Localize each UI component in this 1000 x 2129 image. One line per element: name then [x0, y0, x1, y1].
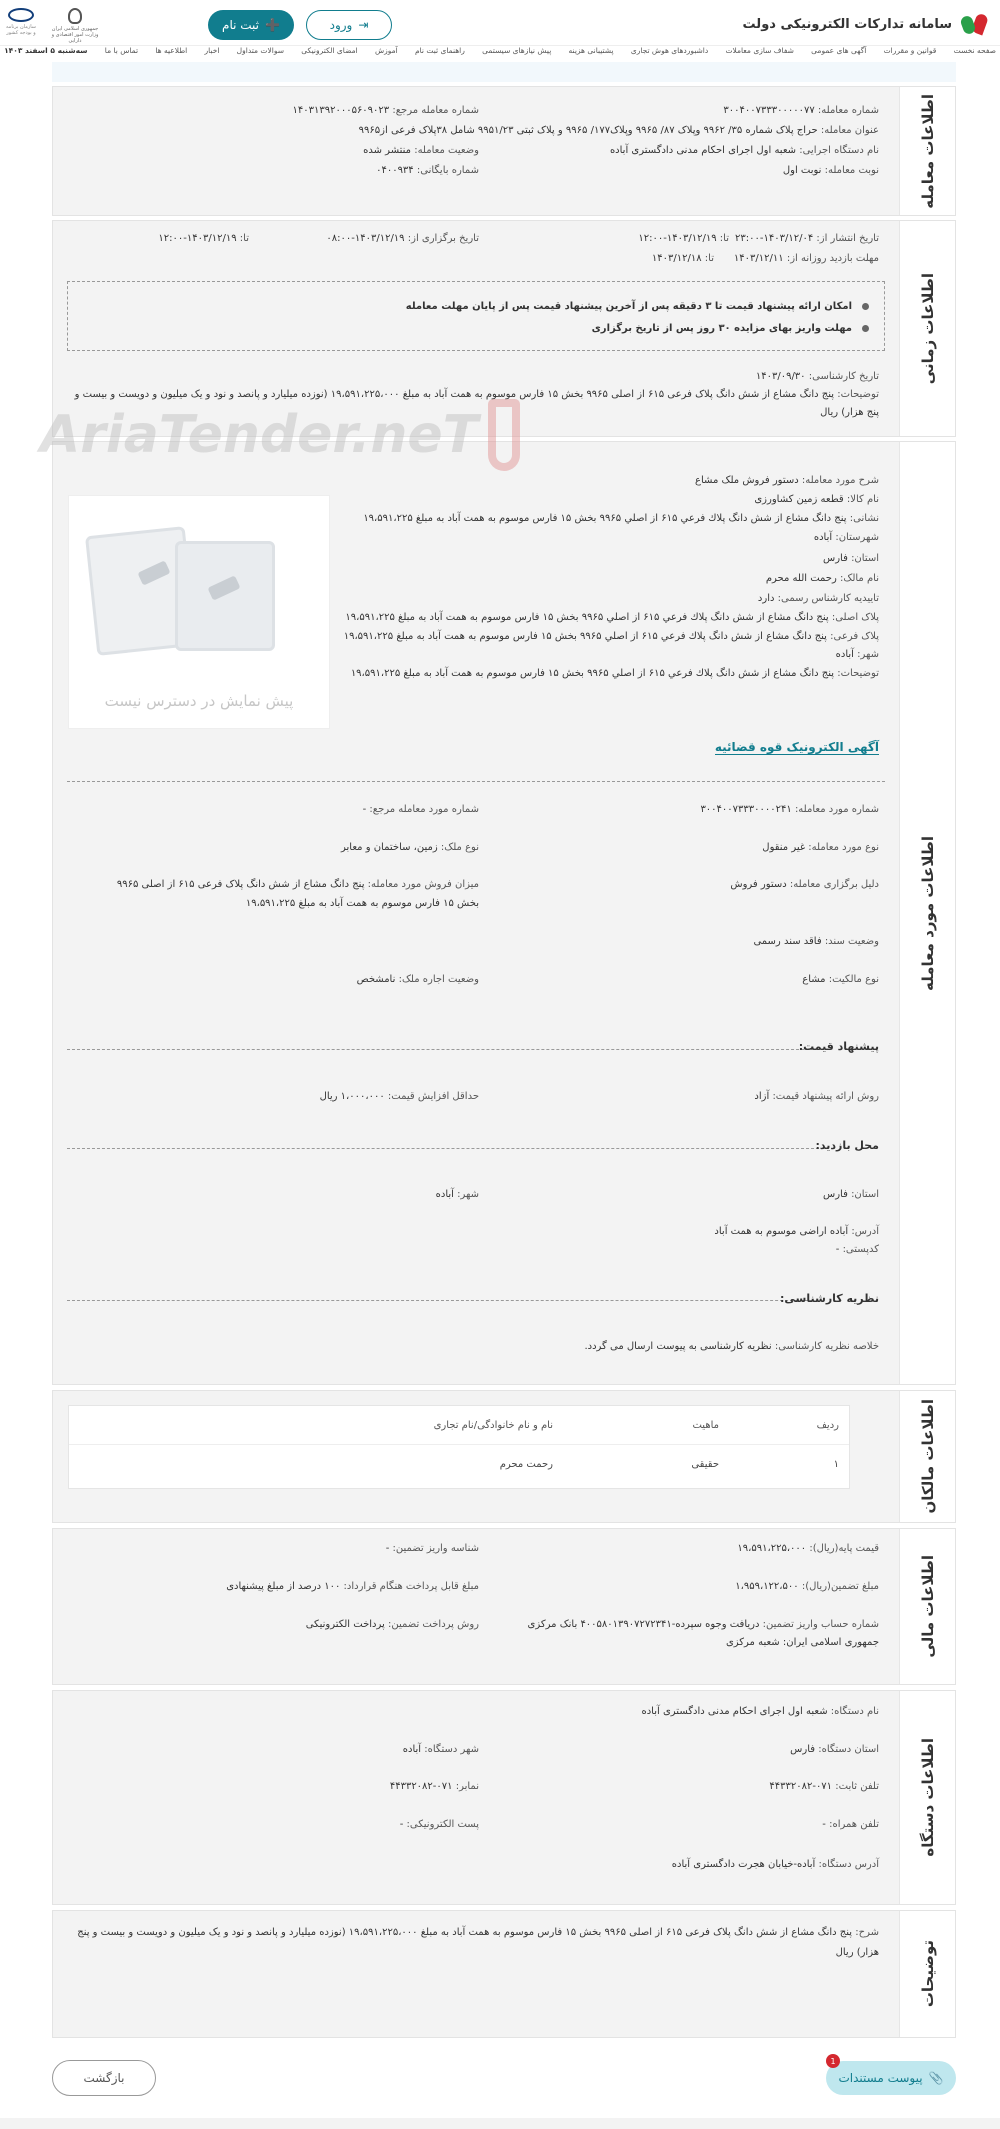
nav-item[interactable]: پشتیبانی هزینه	[568, 46, 614, 55]
site-title: سامانه تدارکات الکترونیکی دولت	[742, 16, 952, 32]
min-increase	[320, 1091, 479, 1102]
attachments-count-badge: 1	[826, 2054, 840, 2068]
deposit-id	[386, 1543, 479, 1554]
field-label: شماره مورد معامله:	[794, 804, 879, 815]
section-title: اطلاعات مالی	[918, 1555, 937, 1658]
item-goods	[754, 494, 879, 505]
field-value: دارد	[757, 593, 775, 604]
field-value: ۱،۹۵۹،۱۲۲،۵۰۰	[735, 1581, 799, 1592]
field-value: دستور فروش ملک مشاع	[695, 475, 799, 486]
org-city	[403, 1744, 479, 1755]
field-label: نوع ملک:	[440, 842, 479, 853]
field-label: تاریخ برگزاری از:	[407, 233, 479, 244]
field-label: حداقل افزایش قیمت:	[387, 1091, 479, 1102]
visit-province	[823, 1189, 879, 1200]
item-plak2	[344, 631, 879, 642]
section-side	[899, 442, 955, 1384]
logo-icon	[958, 12, 986, 36]
section-title: اطلاعات مورد معامله	[918, 835, 937, 991]
nav-item[interactable]: سوالات متداول	[236, 46, 285, 55]
field-label: شماره بایگانی:	[416, 165, 479, 176]
field-label: شرح مورد معامله:	[801, 475, 879, 486]
field-label: شماره معامله مرجع:	[392, 105, 479, 116]
item-no	[700, 804, 879, 815]
visit-to	[652, 253, 714, 264]
field-value: ۳۰۰۴۰۰۷۳۳۳۰۰۰۰۲۴۱	[700, 804, 792, 815]
section-description	[52, 1910, 956, 2038]
field-label: آدرس دستگاه:	[818, 1859, 879, 1870]
field-label: نام کالا:	[846, 494, 879, 505]
guarantee	[735, 1581, 879, 1592]
divider	[67, 1049, 819, 1050]
field-label: تا:	[704, 253, 714, 264]
gov-logo-2-text: سازمان برنامه و بودجه کشور	[5, 24, 36, 36]
field-value: آباده	[813, 532, 833, 543]
field-value: ۱۴۰۳/۱۲/۱۹-۱۲:۰۰	[158, 233, 237, 244]
field-value: پنج دانگ مشاع از شش دانگ پلاك فرعي ۶۱۵ از اصلي ۹۹۶۵ بخش ۱۵ فارس موسوم به همت آباد به مبلغ ۱۹،۵۹۱،۲۲۵	[343, 631, 827, 642]
field-value: دریافت وجوه سپرده-۴۰۰۵۸۰۱۳۹۰۷۲۷۲۳۴۱ بانک مرکزی	[527, 1619, 760, 1630]
item-type	[762, 842, 879, 853]
table-header: ردیف	[816, 1420, 839, 1431]
top-strip	[52, 62, 956, 82]
paperclip-icon: 📎	[928, 2071, 944, 2085]
field-label: شماره حساب واریز تضمین:	[762, 1619, 879, 1630]
section-body	[53, 87, 899, 215]
field-label: دلیل برگزاری معامله:	[789, 879, 879, 890]
nav-item[interactable]: اخبار	[204, 46, 220, 55]
item-plak	[345, 612, 879, 623]
table-row	[69, 1444, 849, 1484]
field-label: نام دستگاه:	[830, 1706, 879, 1717]
divider	[67, 1300, 813, 1301]
field-label: پلاک فرعی:	[830, 631, 879, 642]
hold-to	[158, 233, 249, 244]
section-org-info	[52, 1690, 956, 1905]
description-text-line2	[836, 1947, 879, 1958]
field-value: ۱۴۰۳/۱۲/۱۸	[651, 253, 702, 264]
section-side	[899, 1529, 955, 1684]
field-value: ۱۴۰۳/۱۲/۱۹-۱۲:۰۰	[638, 233, 717, 244]
table-header: ماهیت	[692, 1420, 719, 1431]
expert-date	[756, 371, 879, 382]
tx-status	[363, 145, 479, 156]
field-label: توضیحات:	[837, 389, 879, 400]
field-label: نوبت معامله:	[824, 165, 879, 176]
nav-item[interactable]: آگهی های عمومی	[811, 46, 867, 55]
field-value: ۱،۰۰۰،۰۰۰ ریال	[319, 1091, 385, 1102]
field-value: آباده اراضی موسوم به همت آباد	[714, 1226, 849, 1237]
item-province	[823, 553, 879, 564]
field-value: حراج پلاک شماره ۳۵/ ۹۹۶۲ وپلاک ۸۷/ ۹۹۶۵ وپلاک۱۷۷/ ۹۹۶۵ و پلاک ثبتی ۹۹۵۱/۲۳ شامل ۳۸پلاک فرعی از۹۹۶۵	[358, 125, 818, 136]
item-county	[814, 532, 879, 543]
account	[528, 1619, 879, 1630]
field-value: منتشر شده	[363, 145, 412, 156]
field-label: تا:	[239, 233, 249, 244]
field-label: وضعیت معامله:	[414, 145, 479, 156]
field-value: پنج هزار) ریال	[820, 407, 879, 418]
field-value: زمین، ساختمان و معابر	[340, 842, 438, 853]
field-value: پنج دانگ مشاع از شش دانگ پلاک فرعی ۶۱۵ از اصلی ۹۹۶۵ بخش ۱۵ فارس موسوم به همت آباد به مبلغ ۱۹،۵۹۱،۲۲۵،۰۰۰ (نوزده میلیارد و پانصد و نود و یک میلیون و دویست و بیست و	[74, 389, 835, 400]
document-icon	[175, 541, 275, 651]
attachments-button[interactable]	[826, 2061, 956, 2095]
field-value: ۰۷۱-۴۴۳۳۲۰۸۲	[769, 1781, 833, 1792]
field-value: بخش ۱۵ فارس موسوم به همت آباد به مبلغ ۱۹،۵۹۱،۲۲۵	[245, 898, 479, 909]
user-add-icon: ➕	[265, 18, 280, 32]
field-value: فاقد سند رسمی	[753, 936, 822, 947]
nav-item[interactable]: آموزش	[374, 46, 398, 55]
tx-title	[359, 125, 879, 136]
field-label: استان دستگاه:	[818, 1744, 879, 1755]
field-value: -	[399, 1819, 404, 1830]
field-value: دستور فروش	[730, 879, 787, 890]
section-side	[899, 221, 955, 436]
field-value: -	[822, 1819, 826, 1830]
hold-from	[326, 233, 479, 244]
field-value: فارس	[823, 1189, 848, 1200]
item-addr	[363, 513, 879, 524]
description-text	[77, 1927, 879, 1938]
field-value: ۱۰۰ درصد از مبلغ پیشنهادی	[226, 1581, 341, 1592]
notes-box	[67, 281, 885, 351]
field-value: پنج دانگ مشاع از شش دانگ پلاک فرعی ۶۱۵ از اصلی ۹۹۶۵ بخش ۱۵ فارس موسوم به همت آباد به مبلغ ۱۹،۵۹۱،۲۲۵،۰۰۰ (نوزده میلیارد و پانصد و نود و یک میلیون و دویست و بیست و پنج	[77, 1927, 853, 1938]
share-line2	[246, 898, 479, 909]
nav-item[interactable]: قوانین و مقررات	[883, 46, 937, 55]
field-label: نمابر:	[455, 1781, 479, 1792]
field-label: کدپستی:	[842, 1244, 879, 1255]
register-label: ثبت نام	[222, 18, 260, 32]
section-title: اطلاعات مالکان	[918, 1399, 937, 1514]
field-label: شهرستان:	[835, 532, 879, 543]
doc-status	[753, 936, 879, 947]
field-label: توضیحات:	[837, 668, 879, 679]
bid-method	[754, 1091, 879, 1102]
field-label: عنوان معامله:	[820, 125, 879, 136]
time-desc-line2	[820, 407, 879, 418]
table-cell: رحمت محرم	[499, 1459, 553, 1470]
org-mobile	[822, 1819, 879, 1830]
field-value: -	[385, 1543, 390, 1554]
field-label: شماره معامله:	[817, 105, 879, 116]
field-value: نوبت اول	[782, 165, 822, 176]
field-value: ۱۹،۵۹۱،۲۲۵،۰۰۰	[737, 1543, 807, 1554]
lease	[357, 974, 479, 985]
watermark	[40, 395, 520, 475]
divider	[67, 1148, 819, 1149]
gov-emblem-text: جمهوری اسلامی ایران وزارت امور اقتصادی و دارایی	[51, 26, 99, 44]
owners-table	[68, 1405, 850, 1489]
visit-city	[436, 1189, 479, 1200]
visit-postal	[836, 1244, 879, 1255]
item-note	[351, 668, 879, 679]
nav-item[interactable]: پیش نیازهای سیستمی	[482, 46, 552, 55]
main-nav	[0, 46, 1000, 62]
org-email	[400, 1819, 479, 1830]
footer-strip	[0, 2118, 1000, 2129]
field-label: شهر:	[457, 1189, 479, 1200]
org-fax	[390, 1781, 479, 1792]
field-label: وضعیت سند:	[824, 936, 879, 947]
account-line2	[726, 1637, 879, 1648]
emblem-icon	[68, 8, 82, 24]
org-tel	[769, 1781, 879, 1792]
nav-item[interactable]: داشبوردهای هوش تجاری	[630, 46, 709, 55]
visit-from	[734, 253, 879, 264]
visit-title: محل بازدید:	[815, 1139, 879, 1152]
field-label: قیمت پایه(ریال):	[809, 1543, 879, 1554]
divider	[67, 781, 885, 782]
field-value: رحمت الله محرم	[765, 573, 837, 584]
field-label: تلفن ثابت:	[835, 1781, 879, 1792]
field-label: مبلغ قابل پرداخت هنگام قرارداد:	[343, 1581, 479, 1592]
prop-type	[341, 842, 479, 853]
tx-round	[783, 165, 879, 176]
payable	[226, 1581, 479, 1592]
field-label: پلاک اصلی:	[831, 612, 879, 623]
field-label: تاریخ کارشناسی:	[808, 371, 879, 382]
section-side	[899, 1911, 955, 2037]
field-label: شماره مورد معامله مرجع:	[369, 804, 479, 815]
field-value: -	[835, 1244, 840, 1255]
field-label: شهر:	[857, 649, 879, 660]
login-icon: ⇥	[358, 18, 369, 32]
site-logo[interactable]	[743, 12, 986, 36]
pay-method	[306, 1619, 479, 1630]
price-title: پیشنهاد قیمت:	[798, 1040, 879, 1053]
field-value: فارس	[823, 553, 848, 564]
gov-logo-2	[4, 8, 38, 44]
org-name	[641, 1706, 879, 1717]
field-value: آباده	[435, 1189, 454, 1200]
field-value: آباده	[402, 1744, 422, 1755]
reason	[730, 879, 879, 890]
section-body	[53, 1691, 899, 1904]
watermark-text: AriaTender.neT	[40, 405, 479, 465]
header	[0, 0, 1000, 46]
field-value: پنج دانگ مشاع از شش دانگ پلاك فرعي ۶۱۵ از اصلي ۹۹۶۵ بخش ۱۵ فارس موسوم به همت آباد به مبلغ ۱۹،۵۹۱،۲۲۵	[363, 513, 847, 524]
field-label: روش ارائه پیشنهاد قیمت:	[772, 1091, 879, 1102]
section-side	[899, 1691, 955, 1904]
field-value: نظریه کارشناسی به پیوست ارسال می گردد.	[584, 1341, 772, 1352]
item-city	[836, 649, 879, 660]
visit-address	[714, 1226, 879, 1237]
item-ref	[363, 804, 479, 815]
field-label: شرح:	[855, 1927, 879, 1938]
section-title: توضیحات	[918, 1940, 937, 2008]
field-label: وضعیت اجاره ملک:	[398, 974, 479, 985]
field-value: ۱۴۰۳/۱۲/۰۴-۲۳:۰۰	[735, 233, 814, 244]
item-approved	[758, 593, 879, 604]
globe-icon	[8, 8, 34, 22]
section-financial-info	[52, 1528, 956, 1685]
org-address	[672, 1859, 879, 1870]
login-button[interactable]	[306, 10, 392, 40]
field-value: فارس	[790, 1744, 816, 1755]
field-label: استان:	[851, 1189, 879, 1200]
field-label: مهلت بازدید روزانه از:	[786, 253, 879, 264]
field-value: شعبه اول اجرای احکام مدنی دادگستری آباده	[641, 1706, 828, 1717]
shield-icon	[488, 399, 520, 471]
field-value: ۱۴۰۳/۱۲/۱۱	[733, 253, 784, 264]
item-image-placeholder	[68, 495, 330, 729]
field-value: آباده-خیابان هجرت دادگستری آباده	[671, 1859, 816, 1870]
table-header: نام و نام خانوادگی/نام تجاری	[433, 1420, 553, 1431]
table-cell: ۱	[833, 1459, 839, 1470]
field-label: پست الکترونیکی:	[406, 1819, 479, 1830]
field-value: هزار) ریال	[835, 1947, 879, 1958]
back-button[interactable]: بازگشت	[52, 2060, 156, 2096]
tx-no	[723, 105, 879, 116]
expert-title: نظریه کارشناسی:	[780, 1292, 879, 1305]
field-value: ۳۰۰۴۰۰۷۳۳۳۰۰۰۰۰۷۷	[723, 105, 815, 116]
item-desc	[695, 475, 879, 486]
section-title: اطلاعات زمانی	[918, 272, 937, 385]
field-value: ۰۷۱-۴۴۳۳۲۰۸۲	[389, 1781, 453, 1792]
field-label: آدرس:	[851, 1226, 879, 1237]
field-value: ۱۴۰۳/۰۹/۳۰	[755, 371, 806, 382]
field-label: نشانی:	[849, 513, 879, 524]
tx-ref	[292, 105, 479, 116]
pub-from	[735, 233, 879, 244]
current-date: سه‌شنبه ۵ اسفند ۱۴۰۳	[4, 46, 88, 55]
tx-org	[610, 145, 879, 156]
field-value: ۱۴۰۳/۱۲/۱۹-۰۸:۰۰	[326, 233, 405, 244]
field-value: پنج دانگ مشاع از شش دانگ پلاک فرعی ۶۱۵ از اصلی ۹۹۶۵	[116, 879, 365, 890]
section-body	[53, 1911, 899, 2037]
note-bid-extension: امکان ارائه پیشنهاد قیمت تا ۳ دقیقه پس از آخرین پیشنهاد قیمت پس از پایان مهلت معامله	[406, 301, 869, 312]
field-label: نوع مالکیت:	[828, 974, 879, 985]
section-transaction-info	[52, 86, 956, 216]
field-value: شعبه اول اجرای احکام مدنی دادگستری آباده	[609, 145, 797, 156]
section-body	[53, 1529, 899, 1684]
field-value: آباده	[835, 649, 854, 660]
field-value: ۰۴۰۰۹۳۴	[376, 165, 414, 176]
nav-item[interactable]: اطلاعیه ها	[155, 46, 188, 55]
share	[117, 879, 479, 890]
field-label: مبلغ تضمین(ریال):	[801, 1581, 879, 1592]
note-payment-deadline: مهلت واریز بهای مزایده ۳۰ روز پس از تاریخ برگزاری	[592, 323, 869, 334]
nav-item[interactable]: امضای الکترونیکی	[301, 46, 358, 55]
field-value: ۱۴۰۳۱۳۹۲۰۰۰۵۶۰۹۰۲۳	[292, 105, 390, 116]
nav-item[interactable]: تماس با ما	[104, 46, 139, 55]
register-button[interactable]	[208, 10, 294, 40]
field-label: تاریخ انتشار از:	[816, 233, 879, 244]
field-value: جمهوری اسلامی ایران: شعبه مرکزی	[725, 1637, 879, 1648]
field-value: قطعه زمین کشاورزی	[754, 494, 844, 505]
field-label: تا:	[719, 233, 729, 244]
field-label: روش پرداخت تضمین:	[388, 1619, 479, 1630]
field-label: نام مالک:	[840, 573, 879, 584]
field-label: تلفن همراه:	[829, 1819, 879, 1830]
field-value: مشاع	[802, 974, 826, 985]
field-label: شهر دستگاه:	[424, 1744, 479, 1755]
image-caption: پیش نمایش در دسترس نیست	[104, 692, 294, 710]
pub-to	[638, 233, 729, 244]
nav-item[interactable]: شفاف سازی معاملات	[725, 46, 794, 55]
field-label: میزان فروش مورد معامله:	[367, 879, 479, 890]
gov-emblem	[50, 8, 100, 44]
base-price	[737, 1543, 879, 1554]
field-label: تاییدیه کارشناس رسمی:	[777, 593, 879, 604]
section-title: اطلاعات معامله	[918, 93, 937, 209]
nav-item[interactable]: صفحه نخست	[953, 46, 996, 55]
field-label: شناسه واریز تضمین:	[392, 1543, 479, 1554]
field-value: غیر منقول	[762, 842, 806, 853]
login-label: ورود	[329, 18, 353, 32]
field-value: -	[362, 804, 367, 815]
attachments-label: پیوست مستندات	[838, 2071, 923, 2085]
table-cell: حقیقی	[691, 1459, 719, 1470]
field-value: نامشخص	[356, 974, 396, 985]
field-label: نوع مورد معامله:	[808, 842, 879, 853]
ownership	[802, 974, 879, 985]
tx-archive	[376, 165, 479, 176]
field-label: خلاصه نظریه کارشناسی:	[774, 1341, 879, 1352]
section-side	[899, 87, 955, 215]
item-owner	[766, 573, 879, 584]
field-label: استان:	[851, 553, 879, 564]
field-value: پرداخت الکترونیکی	[305, 1619, 385, 1630]
field-label: نام دستگاه اجرایی:	[799, 145, 879, 156]
expert-summary	[584, 1341, 879, 1352]
org-province	[790, 1744, 879, 1755]
field-value: پنج دانگ مشاع از شش دانگ پلاك فرعي ۶۱۵ از اصلي ۹۹۶۵ بخش ۱۵ فارس موسوم به همت آباد به مبلغ ۱۹،۵۹۱،۲۲۵	[345, 612, 829, 623]
nav-item[interactable]: راهنمای ثبت نام	[414, 46, 465, 55]
field-value: پنج دانگ مشاع از شش دانگ پلاك فرعي ۶۱۵ از اصلي ۹۹۶۵ بخش ۱۵ فارس موسوم به همت آباد به مبلغ ۱۹،۵۹۱،۲۲۵	[350, 668, 835, 679]
judiciary-ad-link[interactable]: آگهی الکترونیک قوه قضائیه	[714, 740, 879, 754]
section-title: اطلاعات دستگاه	[918, 1738, 937, 1857]
field-value: آزاد	[754, 1091, 770, 1102]
section-side	[899, 1391, 955, 1522]
